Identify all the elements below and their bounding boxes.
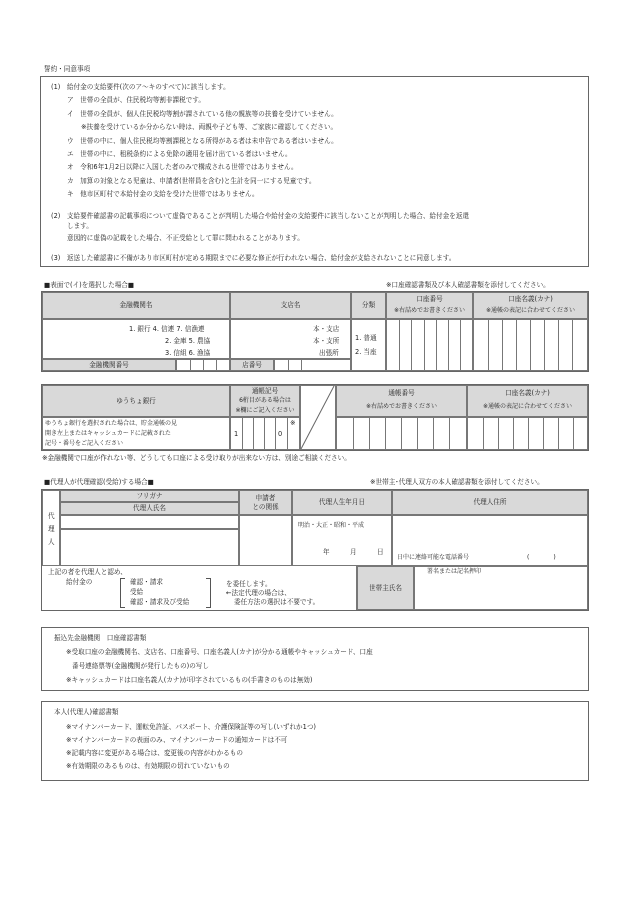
relation-label: 申請者 との関係 (239, 490, 292, 515)
proxy-heading: ■代理人が代理確認(受給)する場合■ (44, 478, 154, 486)
phone-label: 日中に連絡可能な電話番号 (397, 554, 470, 561)
yucho-name-header: 口座名義(カナ) ※通帳の表記に合わせてください (467, 385, 588, 417)
pledge-item-2c: 意図的に虚偽の記載をした場合、不正受給として罪に問われることがあります。 (67, 234, 304, 242)
relation-field[interactable] (239, 515, 292, 566)
phone-field[interactable]: ( ) (527, 554, 556, 561)
bank-docs-line-2: 番号連絡票等(金融機関が発行したもの)の写し (72, 662, 210, 670)
pledge-item-e: エ 世帯の中に、租税条約による免除の適用を届け出ている者はいません。 (67, 150, 292, 158)
signature-label: 署名または記名押印 (427, 568, 482, 575)
proxy-side-label: 代 理 人 (42, 490, 60, 566)
bracket-right (206, 578, 211, 608)
institution-name-field[interactable]: 1. 銀行 4. 信連 7. 信漁連 2. 金庫 5. 農協 3. 信組 6. 漁協 (42, 319, 230, 359)
pledge-item-2: (2) 支給要件確認書の記載事項について虚偽であることが判明した場合や給付金の支給要件に該当しないことが判明した場合、給付金を返還 (51, 212, 470, 220)
yucho-table (41, 384, 589, 451)
id-docs-box (41, 701, 589, 781)
pledge-item-i: イ 世帯の全員が、個人住民税均等割が課されている他の親族等の扶養を受けていません。 (67, 110, 338, 118)
pledge-item-2b: します。 (67, 222, 93, 230)
yucho-footnote: ※金融機関で口座が作れない等、どうしても口座による受け取りが出来ない方は、別途ご相談ください。 (42, 454, 351, 462)
bank-section-note: ※口座確認書類及び本人確認書類を添付してください。 (386, 281, 550, 289)
pledge-item-3: (3) 返送した確認書に不備があり市区町村が定める期限までに必要な修正が行われない場合、給付金が支給されないことに同意します。 (51, 254, 456, 262)
pledge-box (40, 76, 589, 267)
address-label: 代理人住所 (392, 490, 588, 515)
account-number-digits[interactable] (386, 319, 473, 371)
header-branch: 支店名 (230, 292, 351, 319)
yucho-symbol-digits[interactable]: 1 0 ※ (230, 417, 300, 450)
pledge-item-i-note: ※扶養を受けているか分からない時は、両親や子ども等、ご家族に確認してください。 (81, 123, 338, 131)
pledge-item-ki: キ 他市区町村で本給付金の支給を受けた世帯ではありません。 (67, 190, 259, 198)
institution-code-digits[interactable] (176, 359, 230, 371)
furigana-label: フリガナ (60, 490, 239, 502)
benefit-label: 給付金の (66, 578, 93, 586)
yucho-number-header: 通帳番号 ※右詰めでお書きください (336, 385, 467, 417)
delegate-text: を委任します。 (226, 580, 272, 588)
diagonal-line (301, 386, 335, 449)
delegation-area (42, 566, 357, 610)
householder-label: 世帯主氏名 (357, 566, 414, 610)
bank-docs-box (41, 627, 589, 691)
pledge-item-u: ウ 世帯の中に、個人住民税均等割課税となる所得がある者は未申告である者はいません。 (67, 137, 338, 145)
pledge-item-a: ア 世帯の全員が、住民税均等割非課税です。 (67, 96, 205, 104)
branch-code-label: 店番号 (230, 359, 274, 371)
yucho-number-digits[interactable] (336, 417, 467, 450)
option-receive[interactable]: 受給 (130, 588, 144, 596)
bank-docs-title: 振込先金融機関 口座確認書類 (54, 634, 147, 642)
branch-code-digits[interactable] (274, 359, 351, 371)
id-docs-line-3: ※記載内容に変更がある場合は、変更後の内容がわかるもの (66, 749, 243, 757)
pledge-item-ka: カ 加算の対象となる児童は、申請者(世帯員を含む)と生計を同一にする児童です。 (67, 177, 316, 185)
pledge-item-o: オ 令和6年1月2日以降に入国した者のみで構成される世帯ではありません。 (67, 163, 298, 171)
bracket-left (120, 578, 125, 608)
proxy-table (41, 489, 589, 611)
era-options: 明治・大正・昭和・平成 (298, 522, 365, 529)
option-both[interactable]: 確認・請求及び受給 (130, 598, 190, 606)
id-docs-line-2: ※マイナンバーカードの表面のみ、マイナンバーカードの通知カードは不可 (66, 736, 288, 744)
bank-docs-line-3: ※キャッシュカードは口座名義人(カナ)が印字されているもの(手書きのものは無効) (66, 676, 313, 684)
yucho-diagonal (300, 385, 336, 450)
proxy-name-label: 代理人氏名 (60, 502, 239, 515)
address-field[interactable] (392, 515, 588, 566)
id-docs-title: 本人(代理人)確認書類 (54, 708, 119, 716)
id-docs-line-4: ※有効期限のあるものは、有効期限の切れていないもの (66, 762, 230, 770)
pledge-heading: 誓約・同意事項 (44, 65, 91, 73)
yucho-instruction: ゆうちょ銀行を選択された場合は、貯金通帳の見 開き左上またはキャッシュカードに記載された 記号・番号をご記入ください (42, 417, 230, 450)
delegate-intro: 上記の者を代理人と認め、 (48, 568, 127, 576)
option-confirm[interactable]: 確認・請求 (130, 578, 163, 586)
proxy-note: ※世帯主･代理人双方の本人確認書類を添付してください。 (370, 478, 544, 486)
header-institution: 金融機関名 (42, 292, 230, 319)
birth-label: 代理人生年月日 (292, 490, 392, 515)
delegate-note-2: 委任方法の選択は不要です。 (234, 598, 320, 606)
furigana-field[interactable] (60, 515, 239, 529)
yucho-name-kana-field[interactable] (467, 417, 588, 450)
delegate-note-1: ←法定代理の場合は、 (226, 589, 291, 597)
account-name-kana-field[interactable] (473, 319, 588, 371)
bank-table (41, 291, 589, 372)
institution-code-label: 金融機関番号 (42, 359, 176, 371)
bank-section-heading: ■表面で(イ)を選択した場合■ (44, 281, 135, 289)
proxy-name-field[interactable] (60, 529, 239, 566)
account-category-field[interactable]: 1. 普通 2. 当座 (351, 319, 386, 371)
yucho-symbol-header: 通帳記号 6桁目がある場合は ※欄にご記入ください (230, 385, 300, 417)
birth-field[interactable]: 明治・大正・昭和・平成 年 月 日 (292, 515, 392, 566)
header-account-number: 口座番号 ※右詰めでお書きください (386, 292, 473, 319)
branch-name-field[interactable]: 本・支店 本・支所 出張所 (230, 319, 351, 359)
pledge-item-1: (1) 給付金の支給要件(次のア～キのすべて)に該当します。 (51, 83, 230, 91)
bank-docs-line-1: ※受取口座の金融機関名、支店名、口座番号、口座名義人(カナ)が分かる通帳やキャッシュカード、口座 (66, 648, 373, 656)
header-account-name: 口座名義(カナ) ※通帳の表記に合わせてください (473, 292, 588, 319)
yucho-header: ゆうちょ銀行 (42, 385, 230, 417)
householder-signature-field[interactable] (414, 566, 588, 610)
header-category: 分類 (351, 292, 386, 319)
id-docs-line-1: ※マイナンバーカード、運転免許証、パスポート、介護保険証等の写し(いずれか1つ) (66, 723, 316, 731)
